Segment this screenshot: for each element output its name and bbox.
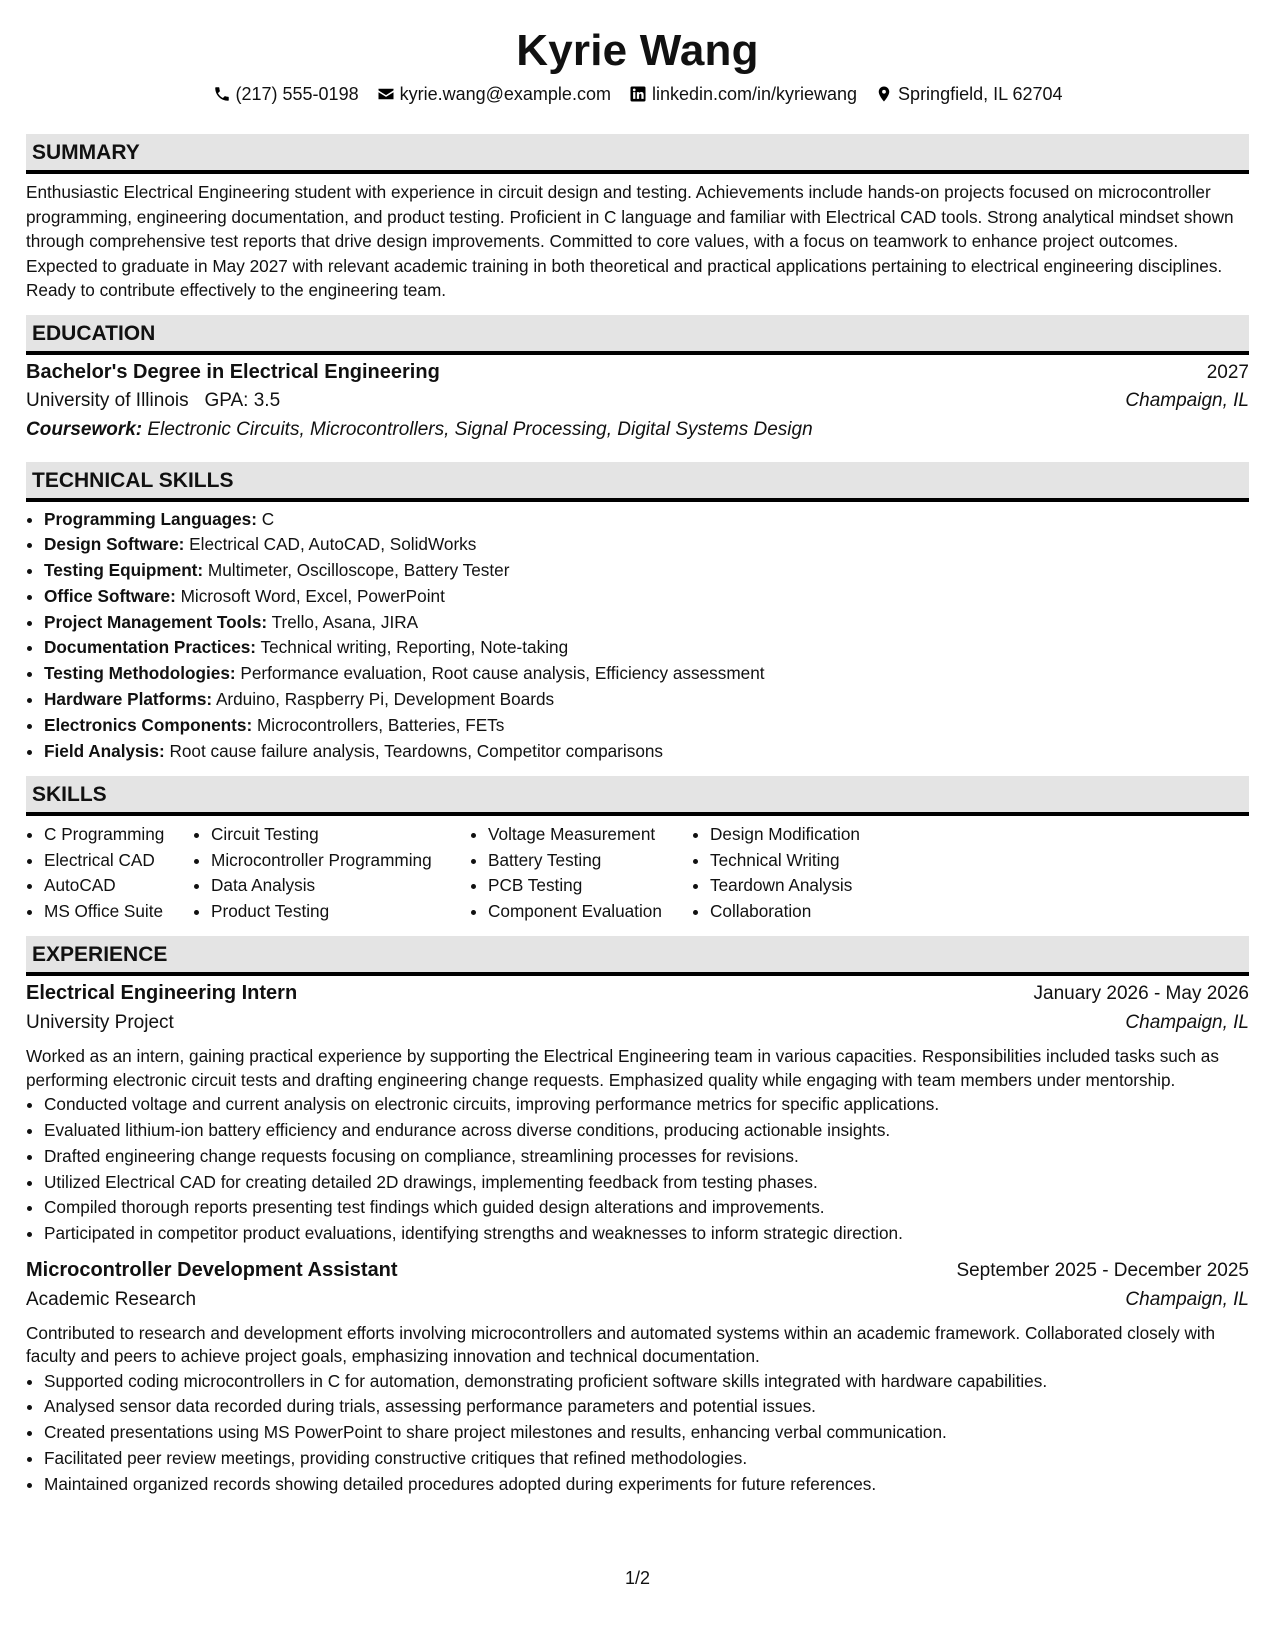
school-line [26, 390, 280, 412]
experience-heading: EXPERIENCE [26, 936, 1249, 976]
technical-skill-value: Trello, Asana, JIRA [271, 611, 419, 632]
technical-skill-item [44, 739, 1249, 765]
job-bullet: • Facilitated peer review meetings, providing constructive critiques that refined methodologies. [44, 1446, 1249, 1472]
job-title-row [26, 1259, 1249, 1289]
job-bullet: • Participated in competitor product evaluations, identifying strengths and weaknesses to inform strategic direction. [44, 1221, 1249, 1247]
education-school-row [26, 390, 1249, 419]
job-bullet: • Analysed sensor data recorded during trials, assessing performance parameters and potential issues. [44, 1394, 1249, 1420]
job-summary: Worked as an intern, gaining practical experience by supporting the Electrical Engineering team in various capacities. Responsibilities included tasks such as performing electronic circuit tests and drafting engineering change requests. Emphasized quality while engaging with team members under mentorship. [26, 1046, 1219, 1090]
technical-skill-value: Microcontrollers, Batteries, FETs [256, 714, 505, 735]
job-bullet: • Conducted voltage and current analysis on electronic circuits, improving performance metrics for specific applications. [44, 1092, 1249, 1118]
linkedin-icon [629, 85, 647, 103]
skill-item: • Teardown Analysis [710, 873, 892, 899]
technical-skill-label: Project Management Tools: [44, 611, 268, 632]
location-text: Springfield, IL 62704 [898, 84, 1063, 104]
technical-skill-item [44, 713, 1249, 739]
skills-column [193, 822, 470, 924]
skill-item: • Voltage Measurement [488, 822, 692, 848]
experience-list [26, 982, 1249, 1497]
job-summary: Contributed to research and development efforts involving microcontrollers and automated systems within an academic framework. Collaborated closely with faculty and peers to achieve project goals, emphasizing innovation and technical documentation. [26, 1322, 1216, 1367]
contact-phone[interactable] [213, 82, 359, 106]
skill-item: • Electrical CAD [44, 848, 193, 874]
gpa: GPA: 3.5 [204, 389, 281, 411]
technical-skill-item [44, 584, 1249, 610]
technical-skill-label: Field Analysis: [44, 740, 165, 761]
job-title: Microcontroller Development Assistant [26, 1258, 398, 1281]
coursework-list: Electronic Circuits, Microcontrollers, Signal Processing, Digital Systems Design [147, 418, 813, 440]
job-org-row [26, 1289, 1249, 1319]
job-entry [26, 1259, 1249, 1498]
education-title-row [26, 361, 1249, 390]
job-organization: University Project [26, 1012, 174, 1034]
job-bullet: • Drafted engineering change requests focusing on compliance, streamlining processes for revisions. [44, 1144, 1249, 1170]
technical-skill-item [44, 687, 1249, 713]
skills-heading: SKILLS [26, 776, 1249, 816]
linkedin-text: linkedin.com/in/kyriewang [651, 84, 858, 104]
technical-skill-value: Technical writing, Reporting, Note-taking [260, 637, 569, 658]
job-title: Electrical Engineering Intern [26, 982, 298, 1005]
coursework-line [26, 419, 1249, 448]
skills-column [692, 822, 892, 924]
technical-skill-item [44, 507, 1249, 533]
skill-item: • PCB Testing [488, 873, 692, 899]
job-organization: Academic Research [26, 1288, 197, 1310]
job-bullet: • Supported coding microcontrollers in C for automation, demonstrating proficient software skills integrated with hardware capabilities. [44, 1369, 1249, 1395]
technical-skill-item [44, 635, 1249, 661]
technical-skill-label: Office Software: [44, 585, 176, 606]
resume-content [26, 0, 1249, 1497]
skill-item: • Component Evaluation [488, 899, 692, 925]
job-dates: September 2025 - December 2025 [956, 1259, 1249, 1281]
technical-skill-item [44, 610, 1249, 636]
map-pin-icon [875, 85, 893, 103]
skills-grid [26, 822, 1249, 924]
technical-skills-list [26, 507, 1249, 765]
email-text: kyrie.wang@example.com [399, 84, 611, 104]
job-bullet: • Maintained organized records showing detailed procedures adopted during experiments for future references. [44, 1472, 1249, 1498]
skills-column [470, 822, 692, 924]
technical-skill-label: Testing Equipment: [44, 560, 204, 581]
job-bullet: • Evaluated lithium-ion battery efficiency and endurance across diverse conditions, producing actionable insights. [44, 1118, 1249, 1144]
skill-item: • Battery Testing [488, 848, 692, 874]
skill-item: • Data Analysis [211, 873, 470, 899]
coursework-label: Coursework: [26, 418, 143, 440]
job-org-row [26, 1012, 1249, 1042]
job-dates: January 2026 - May 2026 [1033, 983, 1249, 1005]
technical-skill-label: Electronics Components: [44, 714, 253, 735]
technical-skill-value: Arduino, Raspberry Pi, Development Boards [215, 689, 555, 710]
envelope-icon [377, 85, 395, 103]
job-entry [26, 982, 1249, 1246]
technical-skill-value: Multimeter, Oscilloscope, Battery Tester [207, 560, 510, 581]
skill-item: • Product Testing [211, 899, 470, 925]
job-bullet: • Compiled thorough reports presenting test findings which guided design alterations and improvements. [44, 1195, 1249, 1221]
technical-skill-label: Design Software: [44, 534, 185, 555]
technical-skill-value: C [261, 508, 275, 529]
technical-skill-label: Hardware Platforms: [44, 689, 213, 710]
technical-skill-label: Programming Languages: [44, 508, 257, 529]
skill-item: • C Programming [44, 822, 193, 848]
technical-skill-item [44, 558, 1249, 584]
job-bullet: • Created presentations using MS PowerPoint to share project milestones and results, enhancing verbal communication. [44, 1420, 1249, 1446]
skill-item: • MS Office Suite [44, 899, 193, 925]
education-heading: EDUCATION [26, 315, 1249, 355]
skill-item: • Collaboration [710, 899, 892, 925]
education-entry [26, 361, 1249, 448]
summary-heading: SUMMARY [26, 134, 1249, 174]
skill-item: • Design Modification [710, 822, 892, 848]
skill-item: • Technical Writing [710, 848, 892, 874]
technical-skill-item [44, 661, 1249, 687]
technical-skill-item [44, 532, 1249, 558]
technical-skill-value: Root cause failure analysis, Teardowns, Competitor comparisons [169, 740, 664, 761]
skill-item: • AutoCAD [44, 873, 193, 899]
job-location: Champaign, IL [1125, 1012, 1249, 1034]
skill-item: • Circuit Testing [211, 822, 470, 848]
skill-item: • Microcontroller Programming [211, 848, 470, 874]
candidate-name: Kyrie Wang [516, 26, 759, 75]
phone-text: (217) 555-0198 [235, 84, 359, 104]
job-bullet: • Utilized Electrical CAD for creating detailed 2D drawings, implementing feedback from testing phases. [44, 1170, 1249, 1196]
technical-skill-value: Electrical CAD, AutoCAD, SolidWorks [189, 534, 477, 555]
school-location: Champaign, IL [1125, 389, 1249, 411]
contact-location [875, 82, 1062, 106]
technical-skill-value: Microsoft Word, Excel, PowerPoint [180, 585, 445, 606]
technical-skill-label: Testing Methodologies: [44, 663, 236, 684]
degree-title: Bachelor's Degree in Electrical Engineering [26, 360, 440, 383]
page-number: 1/2 [624, 1568, 651, 1588]
contact-bar [26, 82, 1249, 106]
technical-skill-label: Documentation Practices: [44, 637, 257, 658]
job-bullets [26, 1092, 1249, 1246]
graduation-year: 2027 [1206, 361, 1249, 383]
summary-text: Enthusiastic Electrical Engineering student with experience in circuit design and testing. Achievements include hands-on projects focused on microcontroller programming, engineering documentation, and product testing. Proficient in C language and familiar with Electrical CAD tools. Strong analytical mindset shown through comprehensive test reports that drive design improvements. Committed to core values, with a focus on teamwork to enhance project outcomes. Expected to graduate in May 2027 with relevant academic training in both theoretical and practical applications pertaining to electrical engineering disciplines. Ready to contribute effectively to the engineering team. [26, 182, 1234, 300]
skills-column [26, 822, 193, 924]
phone-icon [213, 85, 231, 103]
technical-skill-value: Performance evaluation, Root cause analysis, Efficiency assessment [240, 663, 765, 684]
contact-linkedin[interactable] [629, 82, 857, 106]
technical-skills-heading: TECHNICAL SKILLS [26, 462, 1249, 502]
contact-email[interactable] [377, 82, 611, 106]
job-location: Champaign, IL [1125, 1288, 1249, 1310]
job-title-row [26, 982, 1249, 1012]
job-bullets [26, 1369, 1249, 1498]
school-name: University of Illinois [26, 389, 189, 411]
